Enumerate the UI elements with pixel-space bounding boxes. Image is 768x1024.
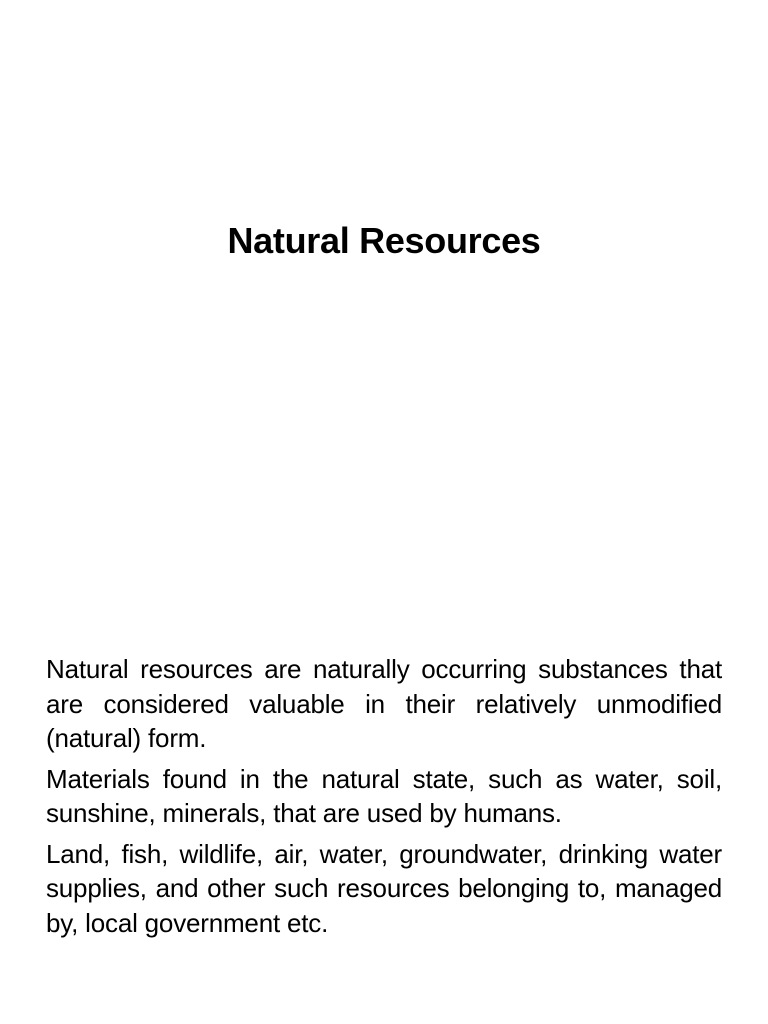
slide-title: Natural Resources <box>227 220 541 261</box>
slide-body <box>46 652 722 946</box>
paragraph-examples: Land, fish, wildlife, air, water, groundwater, drinking water supplies, and other such resources belonging to, managed by, local government etc. <box>46 838 722 938</box>
paragraph-definition: Natural resources are naturally occurring substances that are considered valuable in their relatively unmodified (natural) form. <box>46 654 722 753</box>
paragraph-materials: Materials found in the natural state, such as water, soil, sunshine, minerals, that are used by humans. <box>46 763 722 828</box>
